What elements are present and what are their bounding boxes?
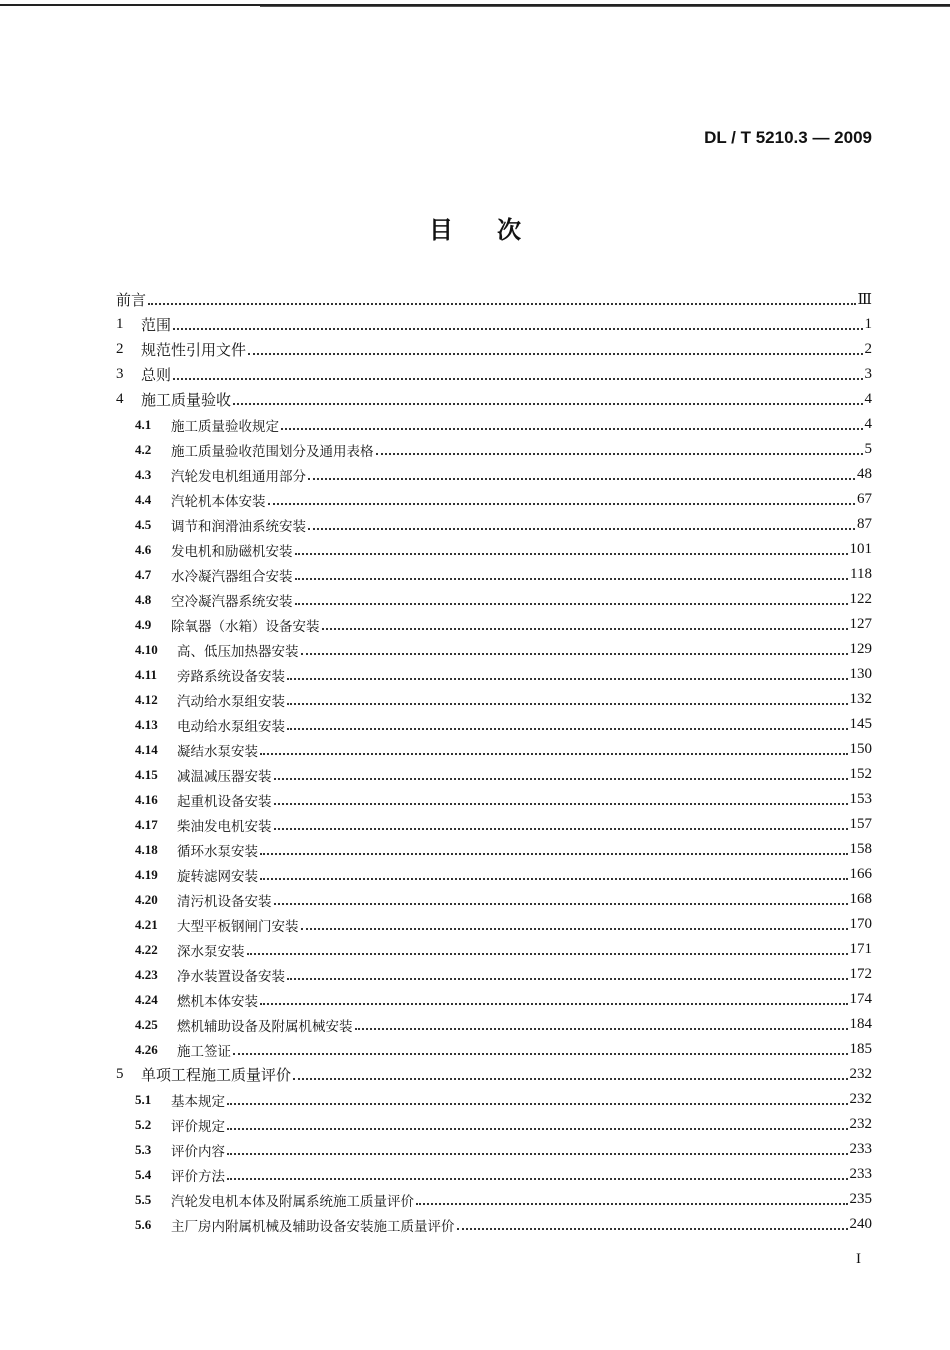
toc-leader-dots <box>260 853 848 855</box>
toc-entry-page: 158 <box>849 841 872 857</box>
standard-code: DL / T 5210.3 — 2009 <box>704 128 872 147</box>
toc-entry-page: 87 <box>857 516 872 532</box>
toc-entry-number: 4.14 <box>135 741 158 757</box>
toc-entry-page: 129 <box>849 641 872 657</box>
toc-entry-section[interactable] <box>116 637 872 662</box>
toc-entry-title: 清污机设备安装 <box>177 893 272 910</box>
toc-entry-number: 5 <box>116 1066 124 1082</box>
toc-entry-title: 评价内容 <box>171 1143 225 1160</box>
toc-entry-number: 4.15 <box>135 766 158 782</box>
toc-entry-number: 4.2 <box>135 441 152 457</box>
toc-entry-title: 减温减压器安装 <box>177 768 272 785</box>
toc-entry-title: 调节和润滑油系统安装 <box>171 518 306 535</box>
toc-entry-title: 电动给水泵组安装 <box>177 718 285 735</box>
toc-entry-title: 循环水泵安装 <box>177 843 258 860</box>
toc-leader-dots <box>287 703 848 705</box>
toc-entry-chapter[interactable] <box>116 312 872 337</box>
toc-entry-section[interactable] <box>116 712 872 737</box>
toc-entry-section[interactable] <box>116 912 872 937</box>
toc-entry-section[interactable] <box>116 1162 872 1187</box>
toc-entry-title: 规范性引用文件 <box>141 341 247 359</box>
toc-leader-dots <box>281 428 863 430</box>
toc-entry-page: 2 <box>864 341 872 357</box>
toc-entry-section[interactable] <box>116 887 872 912</box>
toc-entry-section[interactable] <box>116 537 872 562</box>
toc-entry-page: 152 <box>849 766 872 782</box>
toc-leader-dots <box>308 478 855 480</box>
toc-entry-number: 4.10 <box>135 641 158 657</box>
toc-leader-dots <box>416 1203 848 1205</box>
toc-entry-page: 153 <box>849 791 872 807</box>
toc-entry-page: 232 <box>849 1066 872 1082</box>
toc-entry-title: 评价规定 <box>171 1118 225 1135</box>
toc-leader-dots <box>274 803 848 805</box>
toc-entry-page: 184 <box>849 1016 872 1032</box>
toc-entry-number: 4.8 <box>135 591 152 607</box>
table-of-contents <box>116 287 872 1237</box>
toc-entry-section[interactable] <box>116 762 872 787</box>
toc-entry-title: 净水装置设备安装 <box>177 968 285 985</box>
toc-entry-page: 233 <box>849 1141 872 1157</box>
toc-entry-title: 评价方法 <box>171 1168 225 1185</box>
toc-entry-number: 4.17 <box>135 816 158 832</box>
toc-entry-section[interactable] <box>116 1012 872 1037</box>
toc-leader-dots <box>260 878 848 880</box>
toc-entry-title: 前言 <box>116 291 147 309</box>
toc-leader-dots <box>295 578 849 580</box>
toc-leader-dots <box>173 328 862 330</box>
toc-entry-page: 166 <box>849 866 872 882</box>
toc-entry-section[interactable] <box>116 1112 872 1137</box>
toc-entry-title: 总则 <box>141 366 172 384</box>
toc-entry-page: 118 <box>850 566 872 582</box>
toc-entry-page: 130 <box>849 666 872 682</box>
toc-entry-number: 4.22 <box>135 941 158 957</box>
header-rule-secondary <box>260 6 950 7</box>
toc-entry-title: 凝结水泵安装 <box>177 743 258 760</box>
toc-entry-section[interactable] <box>116 787 872 812</box>
toc-leader-dots <box>148 303 856 305</box>
toc-entry-title: 空冷凝汽器系统安装 <box>171 593 293 610</box>
toc-entry-section[interactable] <box>116 987 872 1012</box>
toc-entry-title: 基本规定 <box>171 1093 225 1110</box>
toc-leader-dots <box>173 378 862 380</box>
toc-entry-number: 4.5 <box>135 516 152 532</box>
toc-entry-title: 高、低压加热器安装 <box>177 643 299 660</box>
toc-entry-chapter[interactable] <box>116 287 872 312</box>
toc-entry-title: 汽轮机本体安装 <box>171 493 266 510</box>
toc-entry-number: 5.2 <box>135 1116 152 1132</box>
toc-entry-number: 4.20 <box>135 891 158 907</box>
toc-entry-number: 4.4 <box>135 491 152 507</box>
toc-entry-number: 5.6 <box>135 1216 152 1232</box>
toc-entry-section[interactable] <box>116 1137 872 1162</box>
toc-entry-title: 汽动给水泵组安装 <box>177 693 285 710</box>
toc-entry-title: 燃机辅助设备及附属机械安装 <box>177 1018 353 1035</box>
toc-leader-dots <box>227 1178 848 1180</box>
toc-entry-title: 旋转滤网安装 <box>177 868 258 885</box>
toc-entry-page: 174 <box>849 991 872 1007</box>
toc-leader-dots <box>355 1028 848 1030</box>
toc-entry-number: 4.13 <box>135 716 158 732</box>
toc-entry-page: 172 <box>849 966 872 982</box>
toc-entry-title: 主厂房内附属机械及辅助设备安装施工质量评价 <box>171 1218 455 1235</box>
toc-entry-title: 施工质量验收规定 <box>171 418 279 435</box>
toc-entry-number: 4.21 <box>135 916 158 932</box>
toc-entry-number: 5.5 <box>135 1191 152 1207</box>
toc-entry-page: 3 <box>864 366 872 382</box>
toc-entry-section[interactable] <box>116 1037 872 1062</box>
toc-entry-section[interactable] <box>116 937 872 962</box>
toc-leader-dots <box>301 653 848 655</box>
toc-entry-page: 145 <box>849 716 872 732</box>
toc-entry-section[interactable] <box>116 862 872 887</box>
toc-entry-number: 4.26 <box>135 1041 158 1057</box>
toc-entry-page: 171 <box>849 941 872 957</box>
toc-entry-title: 单项工程施工质量评价 <box>141 1066 292 1084</box>
toc-entry-title: 旁路系统设备安装 <box>177 668 285 685</box>
toc-entry-title: 施工质量验收范围划分及通用表格 <box>171 443 374 460</box>
toc-entry-page: 5 <box>864 441 872 457</box>
toc-entry-page: 127 <box>849 616 872 632</box>
toc-leader-dots <box>295 553 848 555</box>
toc-entry-page: 232 <box>849 1116 872 1132</box>
toc-entry-section[interactable] <box>116 437 872 462</box>
toc-leader-dots <box>274 778 848 780</box>
toc-entry-number: 4.1 <box>135 416 152 432</box>
toc-entry-section[interactable] <box>116 962 872 987</box>
toc-entry-number: 1 <box>116 316 124 332</box>
toc-entry-section[interactable] <box>116 487 872 512</box>
toc-entry-page: 132 <box>849 691 872 707</box>
toc-leader-dots <box>274 828 848 830</box>
toc-leader-dots <box>287 678 848 680</box>
toc-entry-title: 汽轮发电机本体及附属系统施工质量评价 <box>171 1193 414 1210</box>
toc-entry-number: 4.19 <box>135 866 158 882</box>
toc-entry-page: 170 <box>849 916 872 932</box>
toc-entry-number: 4.7 <box>135 566 152 582</box>
toc-entry-section[interactable] <box>116 462 872 487</box>
toc-leader-dots <box>287 728 848 730</box>
toc-entry-title: 起重机设备安装 <box>177 793 272 810</box>
toc-entry-number: 4.12 <box>135 691 158 707</box>
toc-entry-page: 1 <box>864 316 872 332</box>
toc-entry-section[interactable] <box>116 837 872 862</box>
toc-entry-page: 122 <box>849 591 872 607</box>
toc-entry-section[interactable] <box>116 512 872 537</box>
toc-entry-number: 3 <box>116 366 124 382</box>
toc-entry-title: 施工签证 <box>177 1043 231 1060</box>
toc-entry-number: 4.23 <box>135 966 158 982</box>
toc-entry-number: 4.3 <box>135 466 152 482</box>
toc-entry-title: 发电机和励磁机安装 <box>171 543 293 560</box>
toc-entry-title: 大型平板钢闸门安装 <box>177 918 299 935</box>
toc-leader-dots <box>260 1003 848 1005</box>
toc-title: 目次 <box>429 216 565 244</box>
toc-entry-chapter[interactable] <box>116 387 872 412</box>
toc-leader-dots <box>227 1153 848 1155</box>
toc-entry-number: 4.16 <box>135 791 158 807</box>
toc-entry-section[interactable] <box>116 737 872 762</box>
toc-entry-chapter[interactable] <box>116 1062 872 1087</box>
toc-entry-chapter[interactable] <box>116 337 872 362</box>
toc-entry-section[interactable] <box>116 562 872 587</box>
toc-entry-page: 233 <box>849 1166 872 1182</box>
toc-entry-page: 67 <box>857 491 872 507</box>
toc-entry-section[interactable] <box>116 1212 872 1237</box>
toc-entry-section[interactable] <box>116 662 872 687</box>
toc-entry-page: 232 <box>849 1091 872 1107</box>
toc-entry-title: 深水泵安装 <box>177 943 245 960</box>
toc-entry-title: 除氧器（水箱）设备安装 <box>171 618 320 635</box>
toc-leader-dots <box>227 1128 848 1130</box>
toc-entry-title: 柴油发电机安装 <box>177 818 272 835</box>
toc-leader-dots <box>287 978 848 980</box>
toc-leader-dots <box>322 628 848 630</box>
toc-entry-number: 4.25 <box>135 1016 158 1032</box>
toc-entry-page: 101 <box>849 541 872 557</box>
toc-entry-number: 5.3 <box>135 1141 152 1157</box>
toc-leader-dots <box>457 1228 848 1230</box>
toc-entry-page: 48 <box>857 466 872 482</box>
toc-entry-chapter[interactable] <box>116 362 872 387</box>
toc-entry-title: 施工质量验收 <box>141 391 232 409</box>
toc-entry-number: 5.1 <box>135 1091 152 1107</box>
toc-entry-page: 150 <box>849 741 872 757</box>
toc-leader-dots <box>233 403 862 405</box>
toc-entry-section[interactable] <box>116 587 872 612</box>
toc-leader-dots <box>301 928 848 930</box>
toc-entry-title: 汽轮发电机组通用部分 <box>171 468 306 485</box>
toc-entry-number: 4.18 <box>135 841 158 857</box>
toc-entry-number: 4.9 <box>135 616 152 632</box>
toc-entry-title: 水冷凝汽器组合安装 <box>171 568 293 585</box>
toc-leader-dots <box>233 1053 848 1055</box>
toc-entry-page: 168 <box>849 891 872 907</box>
toc-entry-section[interactable] <box>116 612 872 637</box>
toc-entry-page: 4 <box>864 391 872 407</box>
toc-entry-section[interactable] <box>116 1187 872 1212</box>
toc-leader-dots <box>308 528 855 530</box>
toc-entry-title: 范围 <box>141 316 172 334</box>
toc-entry-number: 5.4 <box>135 1166 152 1182</box>
toc-leader-dots <box>227 1103 848 1105</box>
toc-leader-dots <box>268 503 856 505</box>
toc-entry-title: 燃机本体安装 <box>177 993 258 1010</box>
toc-leader-dots <box>260 753 848 755</box>
toc-entry-page: Ⅲ <box>857 292 872 308</box>
toc-leader-dots <box>295 603 848 605</box>
toc-entry-section[interactable] <box>116 687 872 712</box>
toc-entry-page: 4 <box>864 416 872 432</box>
toc-entry-number: 4.11 <box>135 666 158 682</box>
toc-entry-number: 4 <box>116 391 124 407</box>
toc-leader-dots <box>247 953 848 955</box>
toc-entry-section[interactable] <box>116 412 872 437</box>
toc-entry-page: 185 <box>849 1041 872 1057</box>
toc-entry-section[interactable] <box>116 1087 872 1112</box>
toc-entry-number: 4.24 <box>135 991 158 1007</box>
toc-leader-dots <box>248 353 862 355</box>
page-folio: I <box>856 1251 861 1267</box>
toc-leader-dots <box>274 903 848 905</box>
toc-leader-dots <box>293 1078 847 1080</box>
toc-entry-section[interactable] <box>116 812 872 837</box>
toc-leader-dots <box>376 453 863 455</box>
toc-entry-number: 4.6 <box>135 541 152 557</box>
toc-entry-page: 157 <box>849 816 872 832</box>
toc-entry-number: 2 <box>116 341 124 357</box>
toc-entry-page: 235 <box>849 1191 872 1207</box>
toc-entry-page: 240 <box>849 1216 872 1232</box>
